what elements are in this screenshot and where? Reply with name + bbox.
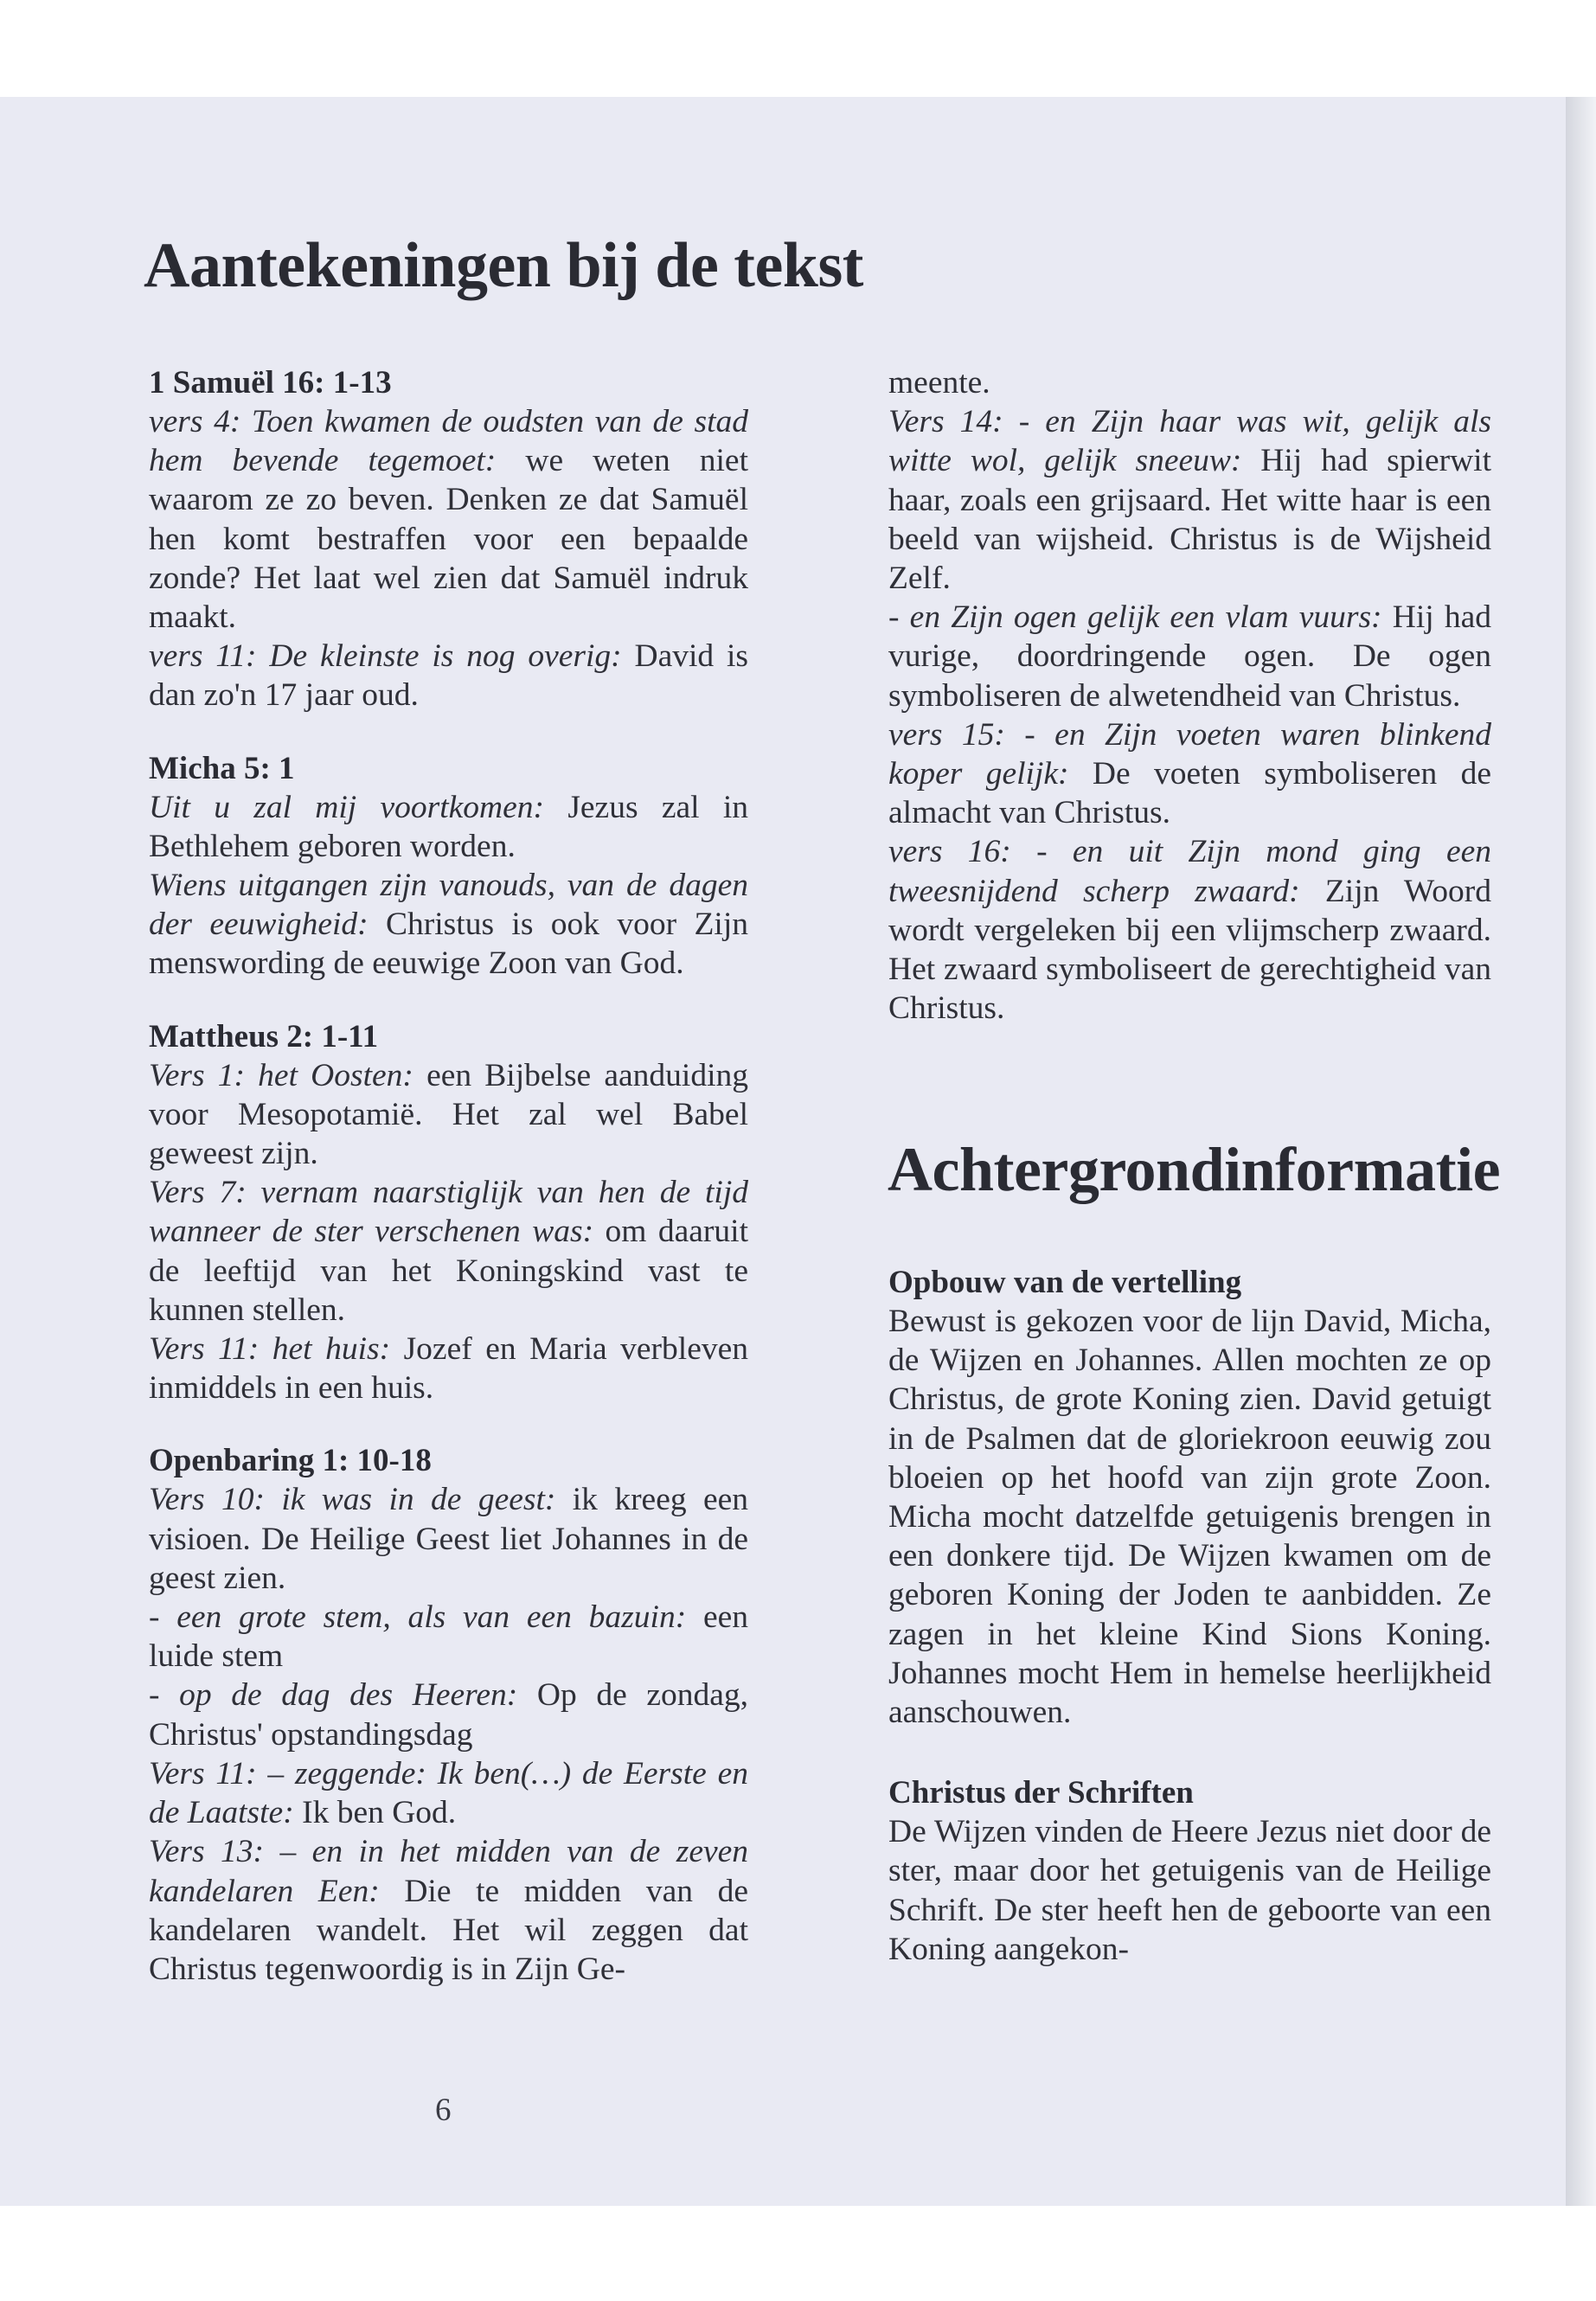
note-label: - en Zijn ogen gelijk een vlam vuurs: bbox=[888, 599, 1382, 636]
page-number: 6 bbox=[435, 2093, 452, 2128]
section-text: Bewust is gekozen voor de lijn David, Micha, de Wijzen en Johannes. Allen mochten ze op Christus, de grote Koning zien. David getuigt in de Psalmen dat de gloriekroon eeuwig zou bloeien op het hoofd van zijn grote Zoon. Micha mocht datzelfde getuigenis brengen in een donkere tijd. De Wijzen kwamen om de geboren Koning der Joden te aanbidden. Ze zagen in het kleine Kind Sions Koning. Johannes mocht Hem in hemelse heerlijkheid aanschouwen. bbox=[888, 1304, 1491, 1731]
note-label: Vers 10: ik was in de geest: bbox=[149, 1482, 556, 1518]
section-mattheus bbox=[149, 1017, 748, 1408]
note-entry bbox=[149, 1056, 748, 1174]
note-text: Hij had vurige, doordringende ogen. De ogen symboliseren de alwetendheid van Christus. bbox=[888, 599, 1491, 714]
note-entry bbox=[149, 866, 748, 984]
section-heading: Opbouw van de vertelling bbox=[888, 1265, 1242, 1300]
note-label: Vers 14: - en Zijn haar was wit, gelijk als witte wol, gelijk sneeuw: bbox=[888, 404, 1491, 479]
note-label: - op de dag des Heeren: bbox=[149, 1677, 518, 1714]
spacer bbox=[149, 1407, 748, 1441]
note-entry bbox=[888, 402, 1491, 598]
note-entry bbox=[149, 1173, 748, 1330]
spacer bbox=[149, 715, 748, 749]
note-text: Jozef en Maria verbleven inmiddels in een huis. bbox=[149, 1331, 748, 1407]
section-heading: Micha 5: 1 bbox=[149, 750, 295, 786]
note-entry bbox=[888, 715, 1491, 833]
note-label: Vers 13: – en in het midden van de zeven kandelaren Een: bbox=[149, 1834, 748, 1909]
note-label: vers 4: Toen kwamen de oudsten van de stad hem bevende tegemoet: bbox=[149, 404, 748, 479]
note-entry bbox=[149, 1330, 748, 1407]
section-text: De Wijzen vinden de Heere Jezus niet door de ster, maar door het getuigenis van de Heilige Schrift. De ster heeft hen de geboorte van een Koning aangekon- bbox=[888, 1814, 1491, 1967]
note-entry bbox=[149, 1480, 748, 1598]
note-entry bbox=[888, 598, 1491, 715]
section-christus bbox=[888, 1773, 1491, 1969]
note-text: een Bijbelse aanduiding voor Mesopotamië. Het zal wel Babel geweest zijn. bbox=[149, 1057, 748, 1172]
spacer bbox=[888, 1732, 1491, 1773]
note-text: Jezus zal in Bethlehem geboren worden. bbox=[149, 789, 748, 864]
note-label: Vers 1: het Oosten: bbox=[149, 1057, 413, 1093]
note-label: Vers 11: het huis: bbox=[149, 1331, 391, 1368]
section-heading: Openbaring 1: 10-18 bbox=[149, 1443, 432, 1479]
page-edge bbox=[1566, 97, 1596, 2206]
note-text: Ik ben God. bbox=[302, 1795, 457, 1831]
section-heading: 1 Samuël 16: 1-13 bbox=[149, 365, 392, 401]
note-entry bbox=[149, 637, 748, 715]
note-entry bbox=[149, 1676, 748, 1753]
background-title: Achtergrondinformatie bbox=[888, 1135, 1501, 1204]
note-entry bbox=[149, 402, 748, 637]
note-text: Die te midden van de kandelaren wandelt. Het wil zeggen dat Christus tegenwoordig is in Zijn Ge- bbox=[149, 1873, 749, 1987]
right-column-continuation bbox=[888, 363, 1491, 1028]
note-text: David is dan zo'n 17 jaar oud. bbox=[149, 638, 748, 714]
note-label: vers 11: De kleinste is nog overig: bbox=[149, 638, 622, 675]
note-label: Wiens uitgangen zijn vanouds, van de dagen der eeuwigheid: bbox=[149, 868, 748, 943]
section-heading: Christus der Schriften bbox=[888, 1775, 1194, 1811]
note-text: een luide stem bbox=[149, 1599, 748, 1675]
note-entry bbox=[149, 788, 748, 866]
page-title: Aantekeningen bij de tekst bbox=[144, 230, 863, 301]
section-heading: Mattheus 2: 1-11 bbox=[149, 1018, 379, 1054]
note-label: Vers 7: vernam naarstiglijk van hen de tijd wanneer de ster verschenen was: bbox=[149, 1175, 748, 1250]
note-text: Hij had spierwit haar, zoals een grijsaard. Het witte haar is een beeld van wijsheid. Christus is de Wijsheid Zelf. bbox=[888, 443, 1491, 597]
note-label: Vers 11: – zeggende: Ik ben(…) de Eerste en de Laatste: bbox=[149, 1755, 748, 1831]
right-column-background bbox=[888, 1263, 1491, 1969]
section-opbouw bbox=[888, 1263, 1491, 1732]
note-entry bbox=[149, 1754, 748, 1832]
note-text: om daaruit de leeftijd van het Koningskind vast te kunnen stellen. bbox=[149, 1214, 748, 1328]
note-entry bbox=[149, 1598, 748, 1676]
section-samuel bbox=[149, 363, 748, 715]
note-text: Zijn Woord wordt vergeleken bij een vlijmscherp zwaard. Het zwaard symboliseert de gerechtigheid van Christus. bbox=[888, 873, 1492, 1027]
note-text: Christus is ook voor Zijn menswording de eeuwige Zoon van God. bbox=[149, 907, 749, 982]
left-column bbox=[149, 363, 748, 1989]
note-text: ik kreeg een visioen. De Heilige Geest liet Johannes in de geest zien. bbox=[149, 1482, 749, 1596]
section-micha bbox=[149, 749, 748, 984]
note-label: vers 15: - en Zijn voeten waren blinkend koper gelijk: bbox=[888, 716, 1491, 792]
spacer bbox=[149, 984, 748, 1017]
note-entry bbox=[149, 1832, 748, 1989]
continuation-lead: meente. bbox=[888, 365, 990, 401]
note-label: vers 16: - en uit Zijn mond ging een tweesnijdend scherp zwaard: bbox=[888, 834, 1491, 909]
note-label: Uit u zal mij voortkomen: bbox=[149, 789, 545, 825]
note-label: - een grote stem, als van een bazuin: bbox=[149, 1599, 687, 1636]
note-entry bbox=[888, 832, 1491, 1028]
note-text: De voeten symboliseren de almacht van Christus. bbox=[888, 756, 1492, 831]
note-text: we weten niet waarom ze zo beven. Denken ze dat Samuël hen komt bestraffen voor een bepaalde zonde? Het laat wel zien dat Samuël indruk maakt. bbox=[149, 443, 748, 636]
note-text: Op de zondag, Christus' opstandingsdag bbox=[149, 1677, 749, 1753]
section-openbaring bbox=[149, 1441, 748, 1989]
